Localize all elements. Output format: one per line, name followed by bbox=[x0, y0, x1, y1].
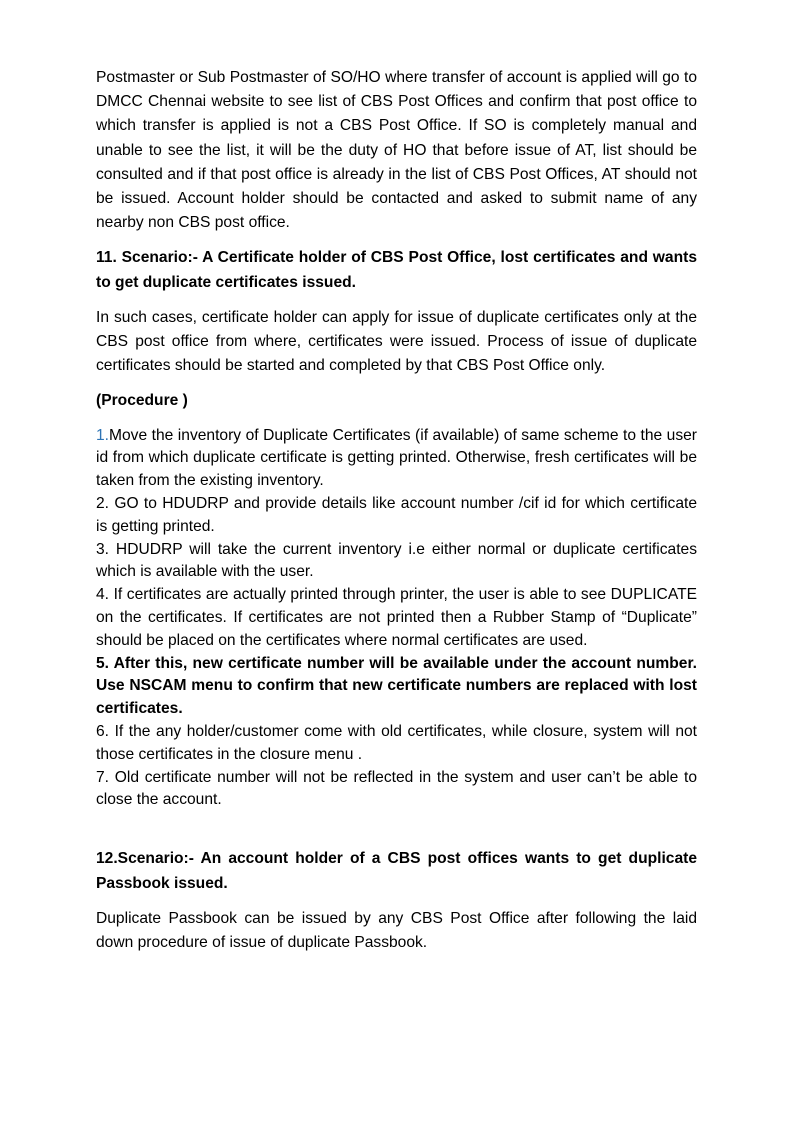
procedure-step-7 bbox=[96, 767, 697, 813]
step-text: HDUDRP will take the current inventory i.e either normal or duplicate certificates which is available with the user. bbox=[96, 540, 697, 581]
step-text: GO to HDUDRP and provide details like account number /cif id for which certificate is getting printed. bbox=[96, 495, 697, 535]
step-text: After this, new certificate number will be available under the account number. Use NSCAM menu to confirm that new certificate numbers are replaced with lost certificates. bbox=[96, 654, 697, 718]
step-text: If certificates are actually printed through printer, the user is able to see DUPLICATE on the certificates. If certificates are not printed then a Rubber Stamp of “Duplicate” should be placed on the certificates where normal certificates are used. bbox=[96, 586, 697, 649]
procedure-step-4 bbox=[96, 584, 697, 652]
step-number: 5. bbox=[96, 654, 110, 672]
step-number: 3. bbox=[96, 540, 110, 558]
section-spacer bbox=[96, 812, 697, 846]
step-number: 7. bbox=[96, 768, 110, 786]
procedure-steps bbox=[96, 425, 697, 813]
scenario-11-body: In such cases, certificate holder can apply for issue of duplicate certificates only at the CBS post office from where, certificates were issued. Process of issue of duplicate certificates should be started and completed by that CBS Post Office only. bbox=[96, 308, 697, 375]
procedure-step-2 bbox=[96, 493, 697, 539]
procedure-step-3 bbox=[96, 539, 697, 585]
step-text: Old certificate number will not be reflected in the system and user can’t be able to close the account. bbox=[96, 768, 697, 809]
procedure-step-5 bbox=[96, 653, 697, 721]
step-text: If the any holder/customer come with old certificates, while closure, system will not those certificates in the closure menu . bbox=[96, 723, 697, 763]
step-number: 2. bbox=[96, 495, 110, 513]
step-number: 6. bbox=[96, 723, 110, 740]
scenario-12-body: Duplicate Passbook can be issued by any CBS Post Office after following the laid down procedure of issue of duplicate Passbook. bbox=[96, 910, 697, 952]
step-number: 1. bbox=[96, 426, 110, 444]
procedure-step-1 bbox=[96, 425, 697, 493]
procedure-label: (Procedure ) bbox=[96, 392, 188, 410]
scenario-11-heading: 11. Scenario:- A Certificate holder of CBS Post Office, lost certificates and wants to get duplicate certificates issued. bbox=[96, 249, 697, 291]
procedure-step-6 bbox=[96, 721, 697, 767]
document-page bbox=[96, 66, 697, 967]
intro-paragraph: Postmaster or Sub Postmaster of SO/HO where transfer of account is applied will go to DMCC Chennai website to see list of CBS Post Offices and confirm that post office to which transfer is applied is not a CBS Post Office. If SO is completely manual and unable to see the list, it will be the duty of HO that before issue of AT, list should be consulted and if that post office is already in the list of CBS Post Offices, AT should not be issued. Account holder should be contacted and asked to submit name of any nearby non CBS post office. bbox=[96, 69, 697, 232]
scenario-12-heading: 12.Scenario:- An account holder of a CBS post offices wants to get duplicate Passbook issued. bbox=[96, 850, 697, 893]
step-text: Move the inventory of Duplicate Certificates (if available) of same scheme to the user id from which duplicate certificate is getting printed. Otherwise, fresh certificates will be taken from the existing inventory. bbox=[96, 426, 697, 490]
step-number: 4. bbox=[96, 586, 110, 604]
